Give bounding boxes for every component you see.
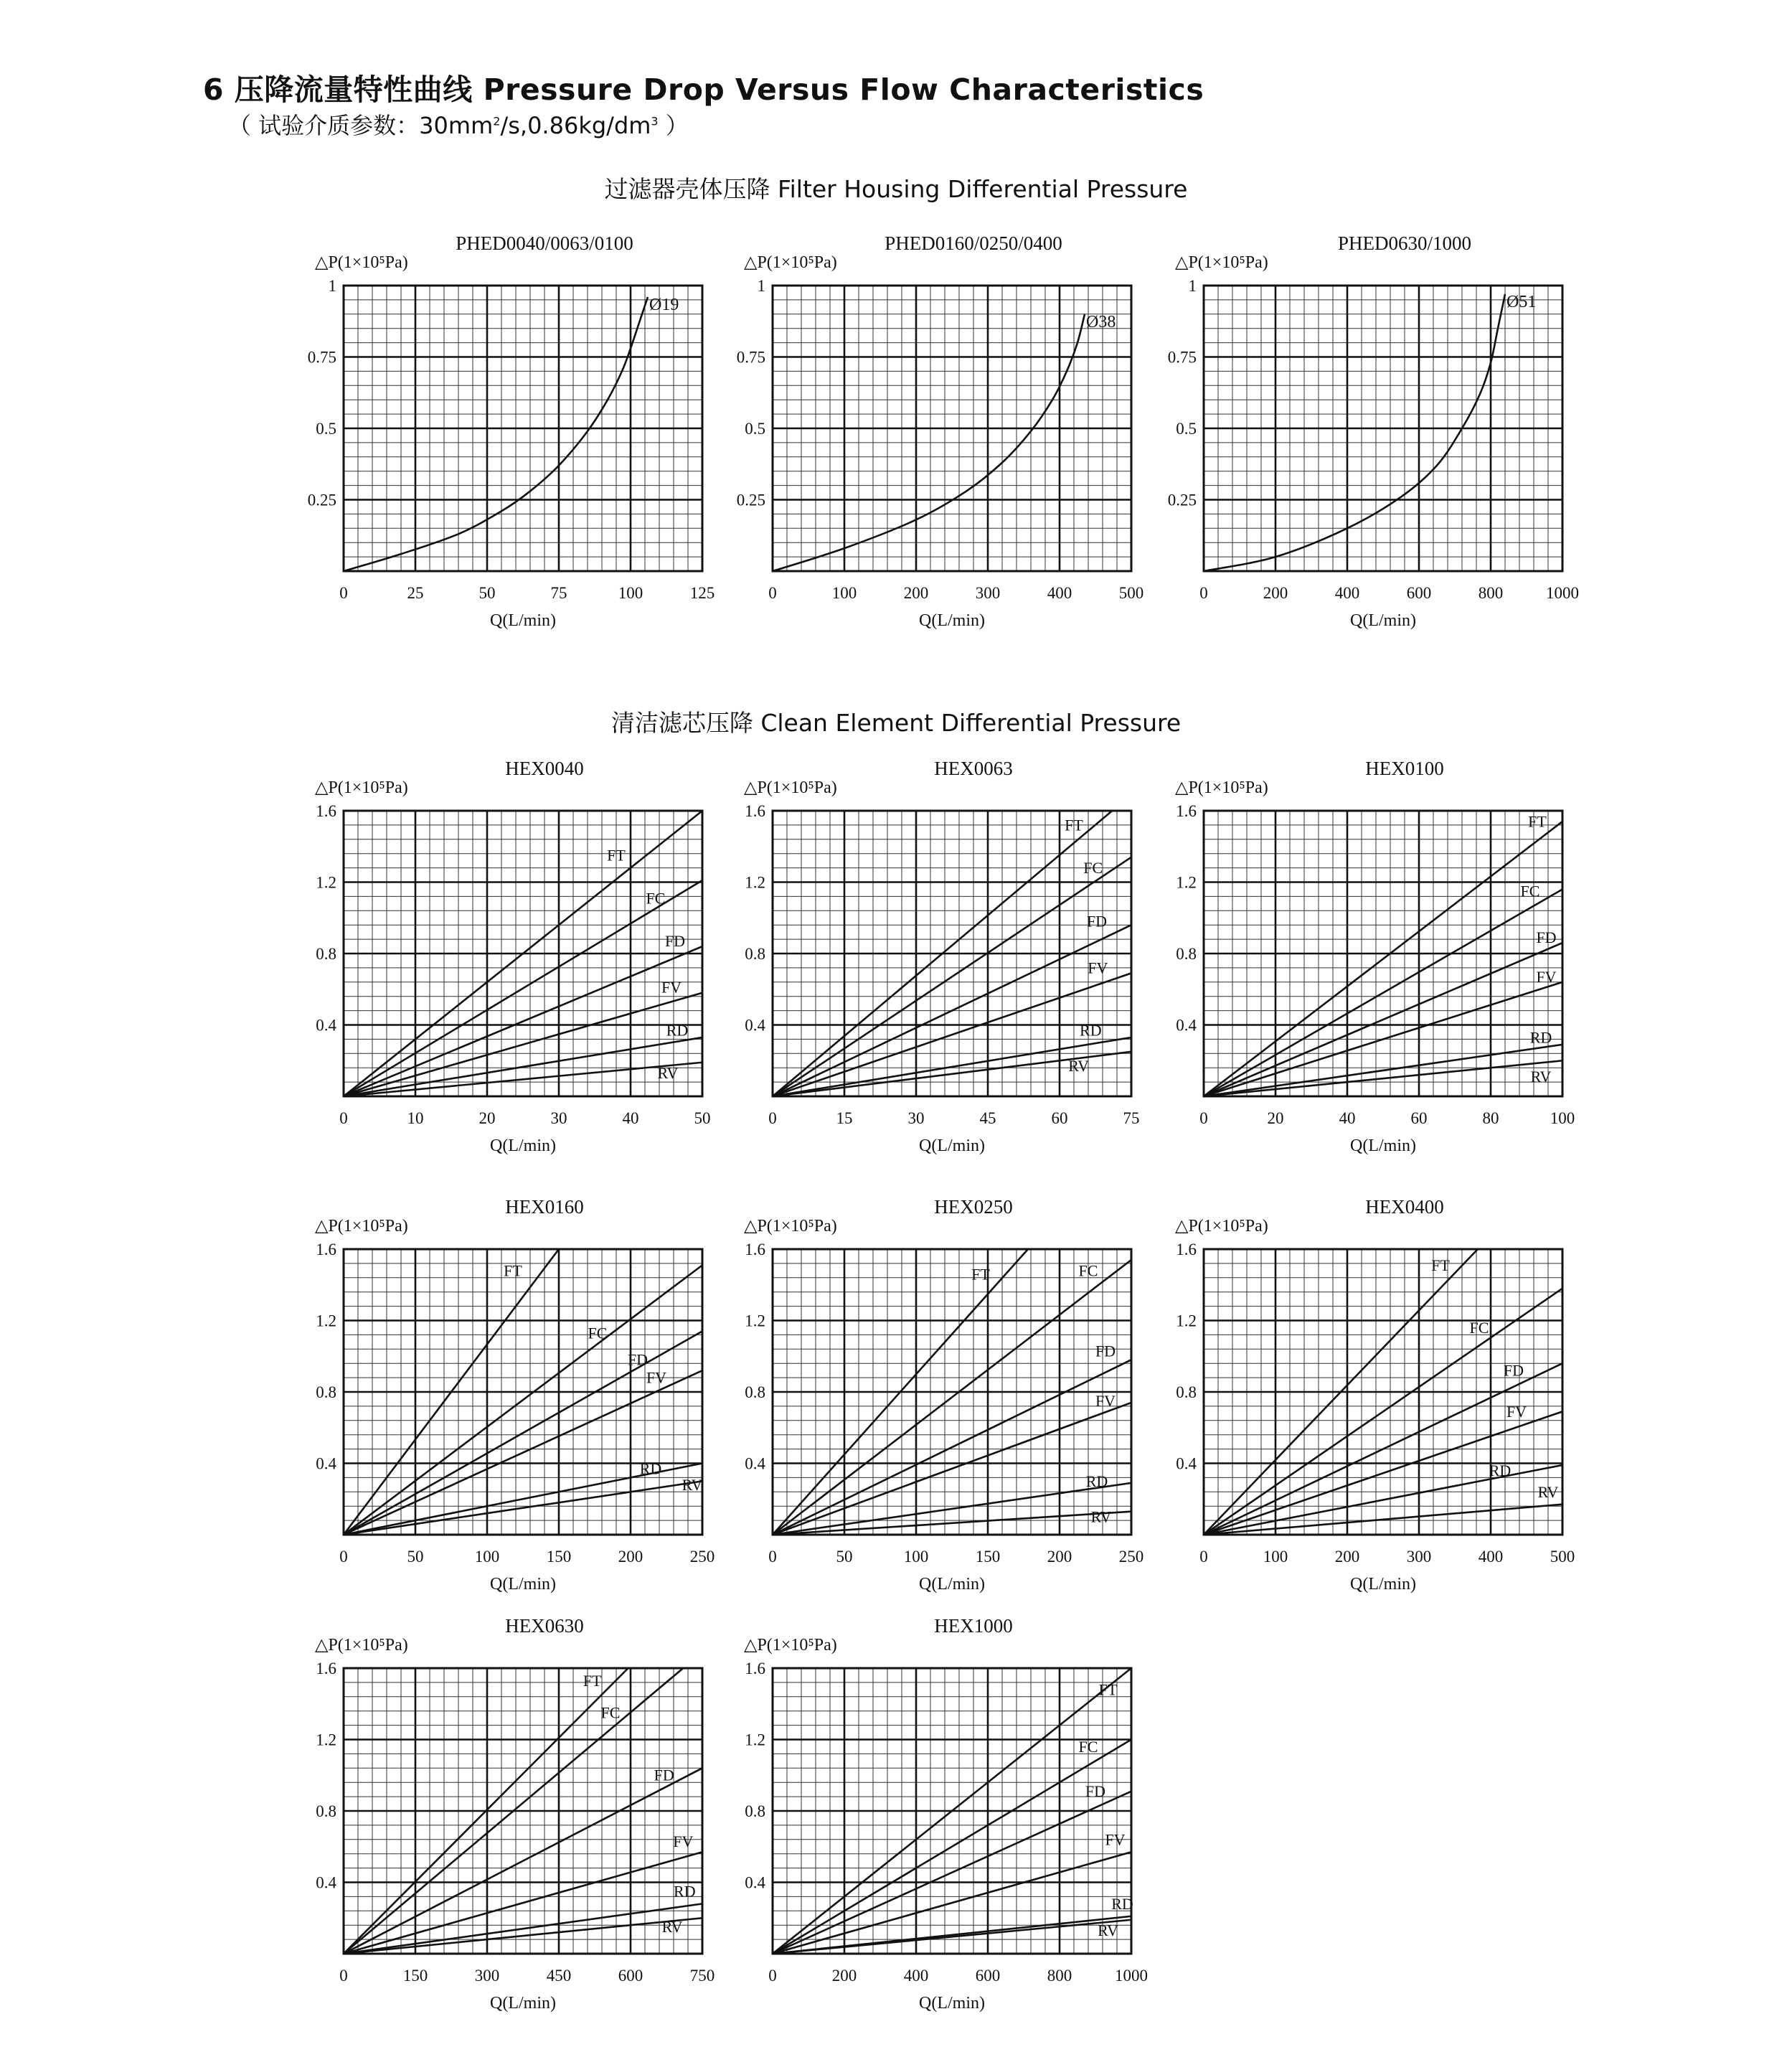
y-axis-label-part: △P(1×10	[315, 253, 379, 272]
y-tick-label: 0.8	[316, 945, 336, 963]
y-axis-label-part: △P(1×10	[315, 778, 379, 797]
chart-title: HEX0630	[505, 1615, 584, 1637]
x-axis-label: Q(L/min)	[490, 1994, 556, 2013]
y-tick-label: 0.4	[745, 1454, 765, 1473]
y-tick-label: 0.8	[745, 1802, 765, 1820]
x-tick-label: 0	[1199, 584, 1208, 602]
x-axis-label: Q(L/min)	[919, 611, 985, 630]
series-label-fd: FD	[664, 932, 686, 951]
y-tick-label: 1.2	[745, 1312, 765, 1330]
x-tick-label: 150	[402, 1967, 428, 1985]
y-tick-label: 0.4	[745, 1873, 765, 1892]
y-axis-label-part: Pa)	[814, 1636, 837, 1655]
y-axis-label	[744, 778, 837, 797]
series-line-rv	[344, 1918, 702, 1954]
x-tick-label: 100	[831, 584, 857, 602]
y-tick-label: 1	[328, 277, 336, 295]
chart-hex1000	[744, 1615, 1148, 2013]
y-tick-label: 1.6	[316, 1660, 336, 1677]
series-label-fv: FV	[646, 1368, 667, 1387]
x-axis-label: Q(L/min)	[1350, 1575, 1416, 1594]
y-axis-label-sup: ⁵	[808, 778, 814, 797]
series-line-fc	[344, 1265, 702, 1535]
x-tick-label: 25	[407, 584, 424, 602]
series-label-fc: FC	[646, 889, 666, 908]
chart-title: HEX0040	[505, 758, 584, 779]
y-tick-label: 0.4	[745, 1016, 765, 1035]
y-axis-label-part: △P(1×10	[744, 253, 808, 272]
y-tick-label: 1.6	[745, 1241, 765, 1258]
series-label-ft: FT	[1098, 1680, 1118, 1699]
y-tick-label: 0.8	[745, 945, 765, 963]
page-title: 6 压降流量特性曲线 Pressure Drop Versus Flow Characteristics	[203, 72, 1204, 107]
series-label-fd: FD	[1086, 912, 1108, 931]
y-axis-label-sup: ⁵	[379, 253, 385, 272]
section-title-element: 清洁滤芯压降 Clean Element Differential Pressure	[610, 709, 1182, 737]
series-label-ft: FT	[607, 846, 626, 865]
series-label-fc: FC	[1469, 1318, 1489, 1337]
y-axis-label-part: Pa)	[385, 778, 408, 797]
series-label-rd: RD	[1489, 1461, 1512, 1479]
y-tick-label: 0.8	[1176, 1383, 1197, 1401]
y-axis-label-part: △P(1×10	[315, 1217, 379, 1236]
series-line-fv	[344, 993, 702, 1096]
series-label-fv: FV	[661, 978, 682, 997]
chart-phed0040-0063-0100	[308, 232, 715, 630]
x-axis-label: Q(L/min)	[490, 611, 556, 630]
series-label-ft: FT	[1065, 816, 1083, 834]
series-label-fc: FC	[1078, 1261, 1098, 1280]
chart-title: HEX0160	[505, 1196, 584, 1218]
chart-title: HEX0250	[934, 1196, 1013, 1218]
series-line-fv	[773, 973, 1131, 1096]
section-title-housing: 过滤器壳体压降 Filter Housing Differential Pressure	[604, 175, 1188, 203]
x-tick-label: 50	[478, 584, 496, 602]
series-line-fc	[344, 880, 702, 1096]
y-tick-label: 1.2	[745, 1731, 765, 1749]
x-tick-label: 450	[546, 1967, 572, 1985]
series-label-fc: FC	[1520, 882, 1540, 900]
y-axis-label	[744, 253, 837, 272]
series-label-rd: RD	[1111, 1894, 1133, 1913]
y-tick-label: 0.8	[316, 1802, 336, 1820]
y-tick-label: 0.25	[307, 491, 336, 509]
series-label-rd: RD	[1080, 1021, 1102, 1040]
y-tick-label: 1.2	[316, 873, 336, 892]
x-tick-label: 800	[1478, 584, 1504, 602]
subtitle-text-mid: /s,0.86kg/dm	[500, 112, 651, 139]
x-tick-label: 1000	[1115, 1967, 1148, 1985]
x-tick-label: 750	[689, 1967, 715, 1985]
chart-title: HEX0400	[1365, 1196, 1444, 1218]
series-label-ft: FT	[971, 1265, 990, 1284]
series-label-fd: FD	[1503, 1361, 1524, 1380]
chart-title: HEX1000	[934, 1615, 1013, 1637]
series-label-fc: FC	[1083, 859, 1103, 877]
x-tick-label: 0	[768, 1109, 777, 1127]
chart-title: PHED0160/0250/0400	[885, 232, 1062, 254]
chart-hex0063	[744, 758, 1140, 1155]
chart-hex0100	[1175, 758, 1575, 1155]
y-tick-label: 1.6	[745, 802, 765, 820]
x-tick-label: 400	[1334, 584, 1360, 602]
x-tick-label: 60	[1051, 1109, 1068, 1127]
y-tick-label: 0.75	[307, 348, 336, 367]
y-tick-label: 0.8	[1176, 945, 1197, 963]
series-line-fc	[773, 1260, 1131, 1535]
x-tick-label: 20	[478, 1109, 496, 1127]
series-line-fv	[344, 1852, 702, 1954]
series-label-fv: FV	[1506, 1402, 1527, 1421]
x-tick-label: 75	[1123, 1109, 1140, 1127]
y-tick-label: 0.4	[316, 1016, 336, 1035]
series-label-rv: RV	[1530, 1068, 1552, 1086]
x-tick-label: 30	[550, 1109, 567, 1127]
x-tick-label: 200	[618, 1548, 643, 1566]
x-tick-label: 500	[1118, 584, 1144, 602]
y-axis-label-part: Pa)	[385, 1636, 408, 1655]
y-axis-label-part: Pa)	[1245, 1217, 1268, 1236]
y-tick-label: 0.75	[1167, 348, 1197, 367]
series-label-ft: FT	[1528, 812, 1547, 831]
x-tick-label: 250	[689, 1548, 715, 1566]
y-axis-label-sup: ⁵	[379, 1636, 385, 1655]
series-line-fv	[773, 1852, 1131, 1954]
series-label-rv: RV	[682, 1475, 703, 1494]
x-axis-label: Q(L/min)	[919, 1136, 985, 1155]
y-axis-label-part: △P(1×10	[744, 1636, 808, 1655]
x-tick-label: 100	[474, 1548, 500, 1566]
y-tick-label: 0.4	[316, 1873, 336, 1892]
x-tick-label: 200	[903, 584, 929, 602]
x-tick-label: 800	[1047, 1967, 1072, 1985]
y-tick-label: 1.6	[745, 1660, 765, 1677]
x-tick-label: 600	[1406, 584, 1432, 602]
x-axis-label: Q(L/min)	[919, 1575, 985, 1594]
chart-hex0160	[315, 1196, 715, 1594]
y-tick-label: 1	[1188, 277, 1197, 295]
y-axis-label	[744, 1636, 837, 1655]
x-tick-label: 250	[1118, 1548, 1144, 1566]
x-axis-label: Q(L/min)	[490, 1136, 556, 1155]
chart-hex0400	[1175, 1196, 1575, 1594]
y-axis-label-part: △P(1×10	[1175, 253, 1240, 272]
x-tick-label: 400	[1047, 584, 1072, 602]
y-tick-label: 0.8	[745, 1383, 765, 1401]
series-label-rv: RV	[1537, 1482, 1559, 1501]
x-tick-label: 75	[550, 584, 567, 602]
series-label-fv: FV	[1095, 1391, 1116, 1410]
y-axis-label-part: △P(1×10	[315, 1636, 379, 1655]
y-axis-label	[1175, 1217, 1268, 1236]
chart-hex0630	[315, 1615, 715, 2013]
y-tick-label: 0.8	[316, 1383, 336, 1401]
series-label-rd: RD	[1529, 1028, 1552, 1047]
subtitle-text-pre: （ 试验介质参数：30mm	[228, 112, 494, 139]
y-tick-label: 1.6	[316, 802, 336, 820]
chart-hex0250	[744, 1196, 1143, 1594]
y-axis-label	[1175, 253, 1268, 272]
x-tick-label: 1000	[1546, 584, 1579, 602]
y-axis-label-part: △P(1×10	[1175, 1217, 1240, 1236]
x-tick-label: 50	[836, 1548, 853, 1566]
y-axis-label-sup: ⁵	[1239, 1217, 1245, 1236]
x-tick-label: 20	[1267, 1109, 1284, 1127]
series-label-fd: FD	[1085, 1782, 1106, 1801]
series-label-19: Ø19	[649, 295, 679, 314]
y-axis-label-sup: ⁵	[808, 1636, 814, 1655]
series-label-rv: RV	[1090, 1507, 1112, 1526]
chart-hex0040	[315, 758, 711, 1155]
y-tick-label: 1.2	[745, 873, 765, 892]
x-tick-label: 100	[1263, 1548, 1288, 1566]
y-axis-label-part: Pa)	[814, 1217, 837, 1236]
chart-phed0630-1000	[1168, 232, 1579, 630]
series-line-fd	[1204, 943, 1562, 1096]
x-tick-label: 100	[618, 584, 643, 602]
y-tick-label: 1.2	[1176, 1312, 1197, 1330]
x-tick-label: 600	[618, 1967, 643, 1985]
series-label-fd: FD	[654, 1766, 674, 1784]
chart-title: PHED0630/1000	[1337, 232, 1472, 254]
x-tick-label: 0	[768, 1967, 777, 1985]
y-axis-label-part: Pa)	[385, 253, 408, 272]
x-axis-label: Q(L/min)	[1350, 611, 1416, 630]
series-label-fv: FV	[1088, 959, 1108, 977]
x-tick-label: 150	[975, 1548, 1001, 1566]
series-label-ft: FT	[504, 1261, 522, 1280]
series-label-rd: RD	[666, 1021, 689, 1040]
x-tick-label: 300	[1406, 1548, 1432, 1566]
x-tick-label: 200	[1047, 1548, 1072, 1566]
subtitle-sup-1: 2	[493, 114, 501, 128]
y-axis-label	[315, 778, 408, 797]
chart-title: HEX0100	[1365, 758, 1444, 779]
series-label-rv: RV	[1098, 1921, 1118, 1940]
x-tick-label: 125	[689, 584, 715, 602]
x-tick-label: 50	[694, 1109, 711, 1127]
y-axis-label-part: Pa)	[385, 1217, 408, 1236]
y-tick-label: 0.5	[745, 420, 765, 438]
y-axis-label-part: △P(1×10	[1175, 778, 1240, 797]
series-label-rv: RV	[661, 1918, 683, 1936]
y-axis-label-sup: ⁵	[379, 1217, 385, 1236]
series-line-fd	[344, 946, 702, 1096]
x-tick-label: 0	[1199, 1109, 1208, 1127]
y-axis-label	[1175, 778, 1268, 797]
series-label-51: Ø51	[1506, 292, 1537, 311]
x-axis-label: Q(L/min)	[490, 1575, 556, 1594]
y-tick-label: 1.6	[1176, 1241, 1197, 1258]
subtitle-text-post: ）	[658, 112, 689, 139]
series-label-fd: FD	[1536, 928, 1557, 947]
y-axis-label-part: △P(1×10	[744, 1217, 808, 1236]
series-label-fv: FV	[1105, 1830, 1126, 1849]
series-line-rd	[1204, 1045, 1562, 1096]
series-label-rd: RD	[1085, 1472, 1108, 1490]
x-tick-label: 100	[903, 1548, 929, 1566]
x-tick-label: 30	[907, 1109, 925, 1127]
x-tick-label: 500	[1550, 1548, 1575, 1566]
x-tick-label: 150	[546, 1548, 572, 1566]
series-line-fd	[773, 1792, 1131, 1954]
y-axis-label-sup: ⁵	[379, 778, 385, 797]
chart-title: HEX0063	[934, 758, 1013, 779]
x-tick-label: 100	[1550, 1109, 1575, 1127]
x-tick-label: 15	[836, 1109, 853, 1127]
y-tick-label: 0.4	[1176, 1016, 1197, 1035]
series-label-fd: FD	[1095, 1342, 1116, 1360]
x-tick-label: 0	[768, 1548, 777, 1566]
y-axis-label	[315, 1636, 408, 1655]
series-label-ft: FT	[583, 1671, 602, 1690]
y-tick-label: 0.4	[1176, 1454, 1197, 1473]
y-axis-label-part: Pa)	[1245, 778, 1268, 797]
y-axis-label-part: Pa)	[1245, 253, 1268, 272]
x-tick-label: 0	[339, 584, 348, 602]
y-axis-label	[744, 1217, 837, 1236]
y-axis-label-sup: ⁵	[808, 1217, 814, 1236]
y-tick-label: 0.25	[736, 491, 765, 509]
series-label-rd: RD	[639, 1459, 662, 1478]
x-tick-label: 400	[1478, 1548, 1504, 1566]
y-tick-label: 0.5	[316, 420, 336, 438]
series-line-fd	[344, 1768, 702, 1954]
x-tick-label: 0	[339, 1109, 348, 1127]
y-axis-label	[315, 1217, 408, 1236]
x-tick-label: 50	[407, 1548, 424, 1566]
x-axis-label: Q(L/min)	[919, 1994, 985, 2013]
x-tick-label: 0	[339, 1548, 348, 1566]
y-tick-label: 0.25	[1167, 491, 1197, 509]
series-label-fd: FD	[627, 1350, 649, 1369]
x-tick-label: 600	[975, 1967, 1001, 1985]
series-label-fc: FC	[600, 1703, 621, 1722]
x-tick-label: 80	[1482, 1109, 1499, 1127]
y-tick-label: 1.6	[1176, 802, 1197, 820]
y-axis-label-part: Pa)	[814, 253, 837, 272]
series-label-rv: RV	[1068, 1057, 1090, 1076]
y-axis-label-sup: ⁵	[808, 253, 814, 272]
y-tick-label: 0.75	[736, 348, 765, 367]
x-axis-label: Q(L/min)	[1350, 1136, 1416, 1155]
y-tick-label: 1.6	[316, 1241, 336, 1258]
y-axis-label-sup: ⁵	[1239, 778, 1245, 797]
y-axis-label-sup: ⁵	[1239, 253, 1245, 272]
series-line-fd	[344, 1331, 702, 1535]
chart-title: PHED0040/0063/0100	[456, 232, 633, 254]
x-tick-label: 300	[474, 1967, 500, 1985]
series-label-fv: FV	[1536, 967, 1557, 986]
x-tick-label: 200	[1334, 1548, 1360, 1566]
series-label-fc: FC	[588, 1324, 608, 1342]
x-tick-label: 0	[1199, 1548, 1208, 1566]
y-tick-label: 1	[757, 277, 765, 295]
x-tick-label: 60	[1410, 1109, 1428, 1127]
x-tick-label: 300	[975, 584, 1001, 602]
x-tick-label: 0	[768, 584, 777, 602]
y-tick-label: 1.2	[316, 1731, 336, 1749]
x-tick-label: 200	[831, 1967, 857, 1985]
x-tick-label: 10	[407, 1109, 424, 1127]
series-label-fv: FV	[673, 1832, 694, 1850]
y-tick-label: 0.4	[316, 1454, 336, 1473]
series-line-ft	[1204, 822, 1562, 1096]
series-line-fv	[344, 1370, 702, 1535]
x-tick-label: 45	[979, 1109, 996, 1127]
x-tick-label: 40	[622, 1109, 639, 1127]
series-line-rv	[344, 1481, 702, 1535]
y-axis-label-part: Pa)	[814, 778, 837, 797]
subtitle-sup-2: 3	[651, 114, 659, 128]
series-label-38: Ø38	[1086, 312, 1116, 331]
y-tick-label: 0.5	[1176, 420, 1197, 438]
y-tick-label: 1.2	[316, 1312, 336, 1330]
series-label-fc: FC	[1078, 1737, 1098, 1756]
series-label-ft: FT	[1431, 1256, 1450, 1274]
x-tick-label: 400	[903, 1967, 929, 1985]
series-label-rd: RD	[674, 1882, 696, 1901]
series-line-51	[1204, 294, 1505, 571]
x-tick-label: 200	[1263, 584, 1288, 602]
x-tick-label: 40	[1339, 1109, 1356, 1127]
y-axis-label	[315, 253, 408, 272]
y-axis-label-part: △P(1×10	[744, 778, 808, 797]
chart-phed0160-0250-0400	[737, 232, 1144, 630]
y-tick-label: 1.2	[1176, 873, 1197, 892]
x-tick-label: 0	[339, 1967, 348, 1985]
series-label-rv: RV	[657, 1064, 679, 1083]
